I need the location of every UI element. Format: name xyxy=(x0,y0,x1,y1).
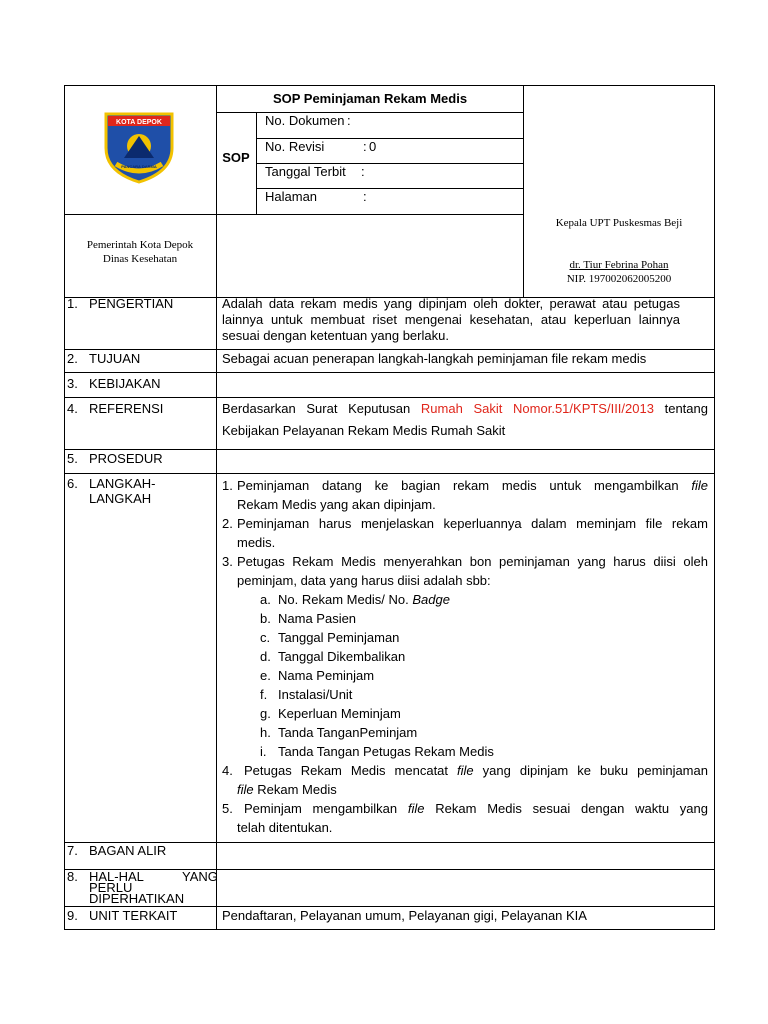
signatory-nip: NIP. 197002062005200 xyxy=(566,273,672,285)
referensi-line-1 xyxy=(222,401,708,417)
item-number: 2. xyxy=(222,516,233,531)
label-number: 1. xyxy=(67,296,78,311)
bon-field-e xyxy=(260,666,708,685)
row-line-1 xyxy=(64,349,715,350)
field-value: 0 xyxy=(369,139,377,154)
table-right-border xyxy=(714,85,715,930)
bon-field-h xyxy=(260,723,708,742)
institution-name xyxy=(64,238,216,266)
header-divider-left xyxy=(216,85,217,930)
field-label: Halaman xyxy=(265,189,318,204)
item-text-post: Rekam Medis sesuai dengan waktu yang xyxy=(435,801,708,816)
langkah-list xyxy=(222,476,708,837)
item-text-italic: file xyxy=(237,782,254,797)
field-separator: : xyxy=(347,113,351,128)
langkah-item-1-line-1 xyxy=(222,476,708,495)
subitem-text-italic: Badge xyxy=(412,592,450,607)
item-text-pre: Peminjam mengambilkan xyxy=(244,801,398,816)
label-text: REFERENSI xyxy=(89,401,164,416)
table-top-border xyxy=(64,85,715,86)
langkah-item-2 xyxy=(222,514,708,552)
langkah-item-3 xyxy=(222,552,708,761)
langkah-item-3-line-2: peminjam, data yang harus diisi adalah sbb: xyxy=(237,573,491,588)
item-number: 5. xyxy=(222,801,233,816)
institution-line-2: Dinas Kesehatan xyxy=(102,253,178,265)
label-text: KEBIJAKAN xyxy=(89,376,161,391)
label-number: 5. xyxy=(67,451,78,466)
langkah-item-5-line-1 xyxy=(222,799,708,818)
subitem-letter: a. xyxy=(260,592,271,607)
kota-depok-emblem-icon xyxy=(102,108,176,184)
label-number: 7. xyxy=(67,843,78,858)
bon-field-f xyxy=(260,685,708,704)
label-text: UNIT TERKAIT xyxy=(89,908,178,923)
referensi-highlight: Rumah Sakit Nomor.51/KPTS/III/2013 xyxy=(420,401,654,416)
sop-label: SOP xyxy=(222,150,250,165)
referensi-line-2: Kebijakan Pelayanan Rekam Medis Rumah Sakit xyxy=(222,423,506,438)
title-row-bottom xyxy=(216,112,524,113)
subitem-text: Tanda TanganPeminjam xyxy=(278,725,418,740)
subitem-letter: e. xyxy=(260,668,271,683)
item-number: 3. xyxy=(222,554,233,569)
table-left-border xyxy=(64,85,65,930)
langkah-item-1 xyxy=(222,476,708,514)
langkah-item-5 xyxy=(222,799,708,837)
item-text-pre: Petugas Rekam Medis mencatat xyxy=(244,763,449,778)
langkah-item-4 xyxy=(222,761,708,799)
langkah-item-2-line-2: medis. xyxy=(237,535,276,550)
row-line-7 xyxy=(64,869,715,870)
signatory-position: Kepala UPT Puskesmas Beji xyxy=(555,217,683,229)
subitem-letter: b. xyxy=(260,611,271,626)
header-block-bottom xyxy=(64,214,524,215)
bon-field-d xyxy=(260,647,708,666)
langkah-item-3-line-1 xyxy=(222,552,708,571)
field-label: No. Dokumen xyxy=(265,113,345,128)
subitem-letter: d. xyxy=(260,649,271,664)
bon-field-i xyxy=(260,742,708,761)
langkah-item-2-line-1 xyxy=(222,514,708,533)
subitem-text: Tanda Tangan Petugas Rekam Medis xyxy=(278,744,494,759)
item-text-post: Rekam Medis xyxy=(257,782,337,797)
label-number: 6. xyxy=(67,476,78,491)
bon-field-g xyxy=(260,704,708,723)
item-text xyxy=(244,761,708,780)
label-text-line-1: LANGKAH- xyxy=(89,476,156,491)
unit-terkait-text: Pendaftaran, Pelayanan umum, Pelayanan gigi, Pelayanan KIA xyxy=(222,908,587,923)
label-number: 4. xyxy=(67,401,78,416)
item-text-italic: file xyxy=(407,801,425,816)
field-separator: : xyxy=(363,189,367,204)
field-label: No. Revisi xyxy=(265,139,325,154)
langkah-item-4-line-2 xyxy=(222,780,708,799)
field-separator: : xyxy=(361,164,365,179)
label-text-line-1b: YANG xyxy=(182,869,218,884)
subitem-text: Nama Pasien xyxy=(278,611,357,626)
field-separator: : xyxy=(363,139,367,154)
tujuan-text: Sebagai acuan penerapan langkah-langkah peminjaman file rekam medis xyxy=(222,351,647,366)
item-text: Petugas Rekam Medis menyerahkan bon peminjaman yang harus diisi oleh xyxy=(237,554,708,569)
referensi-text xyxy=(222,401,708,439)
bon-fields-list xyxy=(222,590,708,761)
signatory-name: dr. Tiur Febrina Pohan xyxy=(569,259,669,271)
label-text-line-1a: HAL-HAL xyxy=(89,869,144,884)
item-text: Peminjaman harus menjelaskan keperluannya dalam meminjam file rekam xyxy=(237,516,708,531)
logo-banner-text: KOTA DEPOK xyxy=(116,119,162,126)
label-text: PENGERTIAN xyxy=(89,296,174,311)
subitem-letter: h. xyxy=(260,725,271,740)
subitem-letter: f. xyxy=(260,687,268,702)
row-line-2 xyxy=(64,372,715,373)
doc-title: SOP Peminjaman Rekam Medis xyxy=(272,91,468,106)
label-text: TUJUAN xyxy=(89,351,141,366)
city-logo xyxy=(102,108,176,184)
bon-field-b xyxy=(260,609,708,628)
subitem-text: Keperluan Meminjam xyxy=(278,706,401,721)
bon-field-a xyxy=(260,590,708,609)
subitem-text: Nama Peminjam xyxy=(278,668,375,683)
item-text xyxy=(237,476,708,495)
item-text-pre: Peminjaman datang ke bagian rekam medis untuk mengambilkan xyxy=(237,478,679,493)
subitem-text-plain: No. Rekam Medis/ No. xyxy=(278,592,413,607)
institution-line-1: Pemerintah Kota Depok xyxy=(86,239,194,251)
subitem-text: Tanggal Dikembalikan xyxy=(278,649,406,664)
row-line-3 xyxy=(64,397,715,398)
row-line-5 xyxy=(64,473,715,474)
referensi-text-pre: Berdasarkan Surat Keputusan xyxy=(222,401,421,416)
subitem-text: Tanggal Peminjaman xyxy=(278,630,400,645)
label-text: BAGAN ALIR xyxy=(89,843,167,858)
logo-motto-text: PANCARA DARMA xyxy=(121,164,157,169)
label-text-line-2: LANGKAH xyxy=(89,491,152,506)
label-text-line-2: PERLU xyxy=(89,880,133,895)
table-bottom-border xyxy=(64,929,715,930)
item-text-italic: file xyxy=(691,478,708,493)
label-text-line-3: DIPERHATIKAN xyxy=(89,891,185,906)
label-number: 8. xyxy=(67,869,78,884)
subitem-letter: g. xyxy=(260,706,271,721)
item-number: 1. xyxy=(222,478,233,493)
row-line-4 xyxy=(64,449,715,450)
signatory-block xyxy=(523,216,715,286)
bon-field-c xyxy=(260,628,708,647)
pengertian-text: Adalah data rekam medis yang dipinjam oleh dokter, perawat atau petugas lainnya untuk membuat riset mengenai kesehatan, atau keperluan lainnya sesuai dengan ketentuan yang berlaku. xyxy=(222,296,680,343)
label-number: 3. xyxy=(67,376,78,391)
item-number: 4. xyxy=(222,763,233,778)
subitem-letter: c. xyxy=(260,630,271,645)
referensi-text-post: tentang xyxy=(653,401,708,416)
item-text-post: yang dipinjam ke buku peminjaman xyxy=(482,763,708,778)
subitem-text xyxy=(278,590,450,609)
langkah-item-5-line-2: telah ditentukan. xyxy=(237,820,333,835)
label-number: 2. xyxy=(67,351,78,366)
langkah-item-4-line-1 xyxy=(222,761,708,780)
langkah-item-1-line-2: Rekam Medis yang akan dipinjam. xyxy=(237,497,436,512)
label-number: 9. xyxy=(67,908,78,923)
subitem-text: Instalasi/Unit xyxy=(278,687,353,702)
subitem-letter: i. xyxy=(260,744,267,759)
field-label: Tanggal Terbit xyxy=(265,164,346,179)
item-text-italic: file xyxy=(457,763,474,778)
label-text: PROSEDUR xyxy=(89,451,163,466)
item-text xyxy=(244,799,708,818)
